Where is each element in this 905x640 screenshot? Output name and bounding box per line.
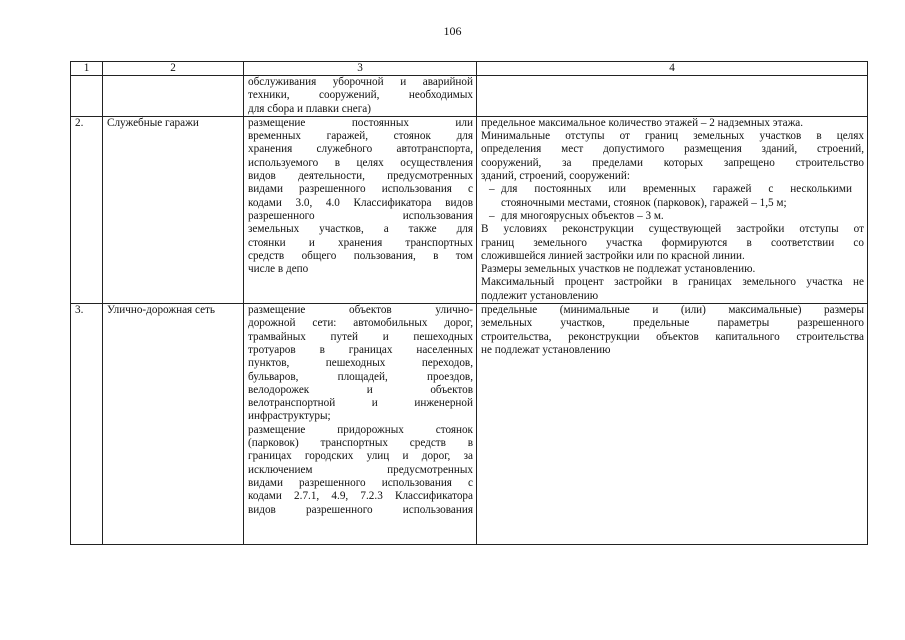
page-number: 106 (443, 24, 462, 38)
dash-marker: – (489, 209, 495, 222)
name-cell (103, 76, 244, 117)
text-line: для многоярусных объектов – 3 м. (501, 209, 664, 222)
text-line: для постоянных или временных гаражей с несколькими (501, 183, 852, 196)
table-row-continued (71, 76, 868, 117)
text-line: видов деятельности, предусмотренных (248, 170, 473, 183)
header-cell: 2 (103, 62, 244, 76)
text-line: границ земельного участка формируются в соответствии со (481, 236, 864, 249)
params-cell (477, 116, 868, 303)
text-line: Максимальный процент застройки в границах земельного участка не (481, 276, 864, 289)
table-row (71, 304, 868, 545)
text-line: числе в депо (248, 263, 309, 276)
table-header-row (71, 62, 868, 76)
text-line: В условиях реконструкции существующей застройки отступы от (481, 223, 864, 236)
text-line: предельные (минимальные и (или) максимальные) размеры (481, 304, 864, 317)
text-line: используемого в целях осуществления (248, 156, 473, 169)
text-line: техники, сооружений, необходимых (248, 89, 473, 102)
text-line: (парковок) транспортных средств в (248, 437, 473, 450)
text-line: велодорожек и объектов (248, 383, 473, 396)
text-line: Минимальные отступы от границ земельных участков в целях (481, 130, 864, 143)
text-line: кодами 2.7.1, 4.9, 7.2.3 Классификатора (248, 490, 473, 503)
text-line: размещение придорожных стоянок (248, 423, 473, 436)
text-line: границах городских улиц и дорог, за (248, 450, 473, 463)
text-line: трамвайных путей и пешеходных (248, 330, 473, 343)
regulations-table (70, 61, 868, 545)
text-line: земельных участков, предельные параметры разрешенного (481, 317, 864, 330)
params-cell (477, 304, 868, 545)
text-line: подлежит установлению (481, 289, 599, 302)
text-line: сооружений, за пределами которых запрещено строительство (481, 156, 864, 169)
text-line: дорожной сети: автомобильных дорог, (248, 317, 473, 330)
text-line: хранения служебного автотранспорта, (248, 143, 473, 156)
purpose-cell (244, 304, 477, 545)
purpose-cell (244, 76, 477, 117)
purpose-cell (244, 116, 477, 303)
text-line: Размеры земельных участков не подлежат установлению. (481, 263, 756, 276)
text-line: не подлежат установлению (481, 343, 611, 356)
table-row (71, 116, 868, 303)
text-line: видов разрешенного использования (248, 503, 473, 516)
name-cell: Служебные гаражи (103, 116, 244, 303)
header-cell: 3 (244, 62, 477, 76)
num-cell: 2. (71, 116, 103, 303)
dash-marker: – (489, 183, 495, 196)
text-line: земельных участков, а также для (248, 223, 473, 236)
text-line: размещение объектов улично- (248, 304, 473, 317)
text-line: кодами 3.0, 4.0 Классификатора видов (248, 196, 473, 209)
params-cell (477, 76, 868, 117)
text-line: для сбора и плавки снега) (248, 102, 371, 115)
text-line: инфраструктуры; (248, 410, 331, 423)
text-line: сложившейся линией застройки или по красной линии. (481, 249, 745, 262)
header-cell: 4 (477, 62, 868, 76)
text-line: строительства, реконструкции объектов капитального строительства (481, 330, 864, 343)
text-line: стоянки и хранения транспортных (248, 236, 473, 249)
text-line: разрешенного использования (248, 209, 473, 222)
dash-list-item (481, 183, 864, 196)
dash-list-item (481, 210, 864, 223)
text-line: зданий, строений, сооружений: (481, 170, 630, 183)
header-cell: 1 (71, 62, 103, 76)
text-line: предельное максимальное количество этажей – 2 надземных этажа. (481, 116, 804, 129)
text-line: видами разрешенного использования с (248, 183, 473, 196)
text-line: тротуаров в границах населенных (248, 343, 473, 356)
text-line: размещение постоянных или (248, 116, 473, 129)
num-cell (71, 76, 103, 117)
name-cell: Улично-дорожная сеть (103, 304, 244, 545)
text-line: обслуживания уборочной и аварийной (248, 76, 473, 88)
text-line: велотранспортной и инженерной (248, 397, 473, 410)
text-line: определения мест допустимого размещения зданий, строений, (481, 143, 864, 156)
text-line: видами разрешенного использования с (248, 476, 473, 489)
text-line: средств общего пользования, в том (248, 249, 473, 262)
num-cell: 3. (71, 304, 103, 545)
text-line: стояночными местами, стоянок (парковок), гаражей – 1,5 м; (501, 196, 787, 209)
text-line: пунктов, пешеходных переходов, (248, 357, 473, 370)
text-line: исключением предусмотренных (248, 463, 473, 476)
text-line: временных гаражей, стоянок для (248, 130, 473, 143)
text-line: бульваров, площадей, проездов, (248, 370, 473, 383)
